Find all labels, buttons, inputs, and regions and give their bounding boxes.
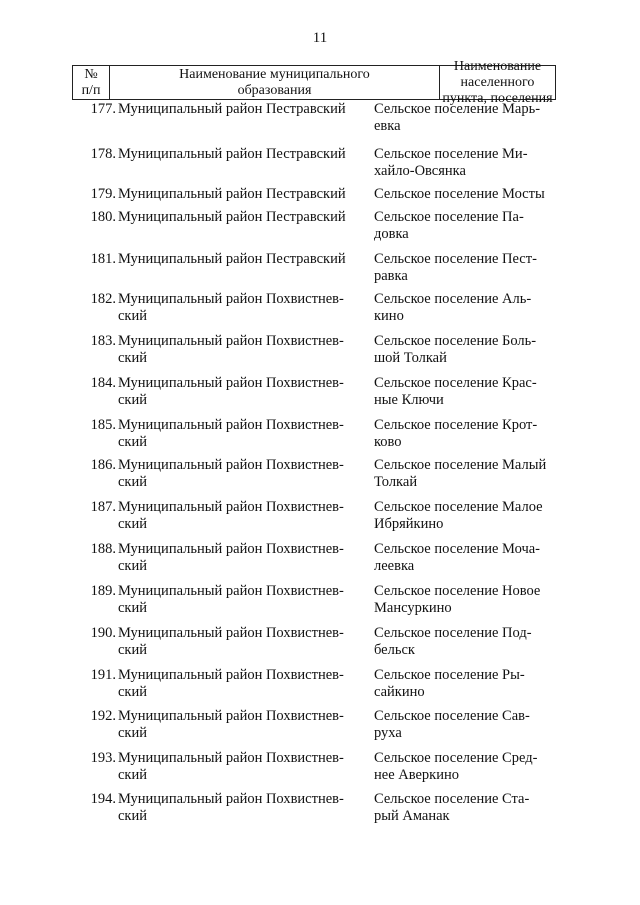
settlement-line: Сельское поселение Под- [374, 625, 532, 641]
settlement-line: Сельское поселение Малое [374, 499, 543, 515]
row-settlement [374, 251, 564, 285]
settlement-line: Сельское поселение Пест- [374, 251, 537, 267]
row-municipality [118, 791, 358, 825]
row-number: 183. [90, 333, 116, 349]
row-settlement [374, 333, 564, 367]
row-number: 189. [90, 583, 116, 599]
municipality-line: Муниципальный район Пестравский [118, 146, 346, 162]
row-number: 177. [90, 101, 116, 117]
row-municipality [118, 583, 358, 617]
row-settlement [374, 186, 564, 203]
row-number: 187. [90, 499, 116, 515]
settlement-line: Сельское поселение Крас- [374, 375, 537, 391]
municipality-line: Муниципальный район Похвистнев- [118, 333, 344, 349]
header-col-settlement [440, 58, 555, 106]
municipality-line: Муниципальный район Пестравский [118, 251, 346, 267]
header-col-settlement-line: пункта, поселения [442, 90, 553, 106]
municipality-line: ский [118, 725, 147, 741]
municipality-line: ский [118, 767, 147, 783]
row-municipality [118, 251, 358, 268]
row-settlement [374, 499, 564, 533]
settlement-line: Толкай [374, 474, 418, 490]
row-settlement [374, 708, 564, 742]
settlement-line: Мансуркино [374, 600, 452, 616]
row-municipality [118, 101, 358, 118]
row-settlement [374, 541, 564, 575]
municipality-line: ский [118, 642, 147, 658]
row-municipality [118, 457, 358, 491]
settlement-line: Сельское поселение Ста- [374, 791, 530, 807]
row-municipality [118, 417, 358, 451]
settlement-line: хайло-Овсянка [374, 163, 466, 179]
row-number: 180. [90, 209, 116, 225]
row-municipality [118, 291, 358, 325]
header-col-number-line: п/п [81, 82, 101, 98]
settlement-line: равка [374, 268, 408, 284]
municipality-line: Муниципальный район Похвистнев- [118, 708, 344, 724]
settlement-line: Сельское поселение Моча- [374, 541, 540, 557]
row-number: 182. [90, 291, 116, 307]
settlement-line: Сельское поселение Малый [374, 457, 547, 473]
settlement-line: Сельское поселение Новое [374, 583, 541, 599]
municipality-line: ский [118, 392, 147, 408]
municipality-line: Муниципальный район Похвистнев- [118, 499, 344, 515]
settlement-line: кино [374, 308, 404, 324]
municipality-line: ский [118, 558, 147, 574]
row-number: 188. [90, 541, 116, 557]
page-number: 11 [312, 30, 328, 46]
municipality-line: ский [118, 516, 147, 532]
settlement-line: руха [374, 725, 402, 741]
row-settlement [374, 291, 564, 325]
row-settlement [374, 209, 564, 243]
municipality-line: Муниципальный район Похвистнев- [118, 291, 344, 307]
header-col-number [73, 66, 110, 99]
row-number: 191. [90, 667, 116, 683]
row-municipality [118, 375, 358, 409]
municipality-line: Муниципальный район Похвистнев- [118, 417, 344, 433]
row-municipality [118, 625, 358, 659]
row-municipality [118, 541, 358, 575]
settlement-line: бельск [374, 642, 415, 658]
settlement-line: ково [374, 434, 402, 450]
settlement-line: Сельское поселение Аль- [374, 291, 532, 307]
row-number: 181. [90, 251, 116, 267]
settlement-line: довка [374, 226, 409, 242]
municipality-line: Муниципальный район Похвистнев- [118, 667, 344, 683]
row-number: 194. [90, 791, 116, 807]
municipality-line: ский [118, 308, 147, 324]
settlement-line: Сельское поселение Боль- [374, 333, 537, 349]
header-col-municipality-line: Наименование муниципального [179, 66, 370, 82]
municipality-line: Муниципальный район Похвистнев- [118, 750, 344, 766]
row-number: 193. [90, 750, 116, 766]
row-settlement [374, 667, 564, 701]
row-settlement [374, 375, 564, 409]
municipality-line: Муниципальный район Пестравский [118, 186, 346, 202]
row-settlement [374, 417, 564, 451]
settlement-line: сайкино [374, 684, 425, 700]
header-col-settlement-line: Наименование населенного [453, 58, 542, 90]
municipality-line: ский [118, 600, 147, 616]
settlement-line: рый Аманак [374, 808, 450, 824]
municipality-line: Муниципальный район Похвистнев- [118, 625, 344, 641]
row-settlement [374, 146, 564, 180]
municipality-line: ский [118, 684, 147, 700]
row-number: 178. [90, 146, 116, 162]
municipality-line: ский [118, 808, 147, 824]
settlement-line: Сельское поселение Ми- [374, 146, 528, 162]
row-settlement [374, 101, 564, 135]
row-municipality [118, 499, 358, 533]
settlement-line: Сельское поселение Сред- [374, 750, 538, 766]
row-number: 192. [90, 708, 116, 724]
settlement-line: Сельское поселение Мосты [374, 186, 545, 202]
row-number: 179. [90, 186, 116, 202]
settlement-line: Сельское поселение Крот- [374, 417, 538, 433]
row-municipality [118, 186, 358, 203]
settlement-line: евка [374, 118, 401, 134]
row-municipality [118, 333, 358, 367]
row-number: 190. [90, 625, 116, 641]
header-col-municipality-line: образования [237, 82, 312, 98]
row-settlement [374, 583, 564, 617]
row-settlement [374, 625, 564, 659]
row-settlement [374, 791, 564, 825]
settlement-line: леевка [374, 558, 415, 574]
municipality-line: ский [118, 434, 147, 450]
header-col-municipality [110, 66, 440, 99]
row-settlement [374, 457, 564, 491]
row-number: 184. [90, 375, 116, 391]
municipality-line: Муниципальный район Пестравский [118, 101, 346, 117]
settlement-line: шой Толкай [374, 350, 447, 366]
row-municipality [118, 146, 358, 163]
settlement-line: ные Ключи [374, 392, 444, 408]
table-header [72, 58, 556, 106]
settlement-line: Сельское поселение Па- [374, 209, 524, 225]
municipality-line: Муниципальный район Похвистнев- [118, 375, 344, 391]
row-municipality [118, 209, 358, 226]
municipality-line: Муниципальный район Похвистнев- [118, 541, 344, 557]
row-number: 186. [90, 457, 116, 473]
row-municipality [118, 750, 358, 784]
municipality-line: ский [118, 350, 147, 366]
row-municipality [118, 708, 358, 742]
municipality-line: Муниципальный район Похвистнев- [118, 583, 344, 599]
settlement-line: Сельское поселение Сав- [374, 708, 530, 724]
row-municipality [118, 667, 358, 701]
municipality-line: Муниципальный район Пестравский [118, 209, 346, 225]
settlement-line: Сельское поселение Марь- [374, 101, 541, 117]
municipality-line: Муниципальный район Похвистнев- [118, 791, 344, 807]
settlement-line: Ибряйкино [374, 516, 444, 532]
row-settlement [374, 750, 564, 784]
row-number: 185. [90, 417, 116, 433]
header-col-number-line: № [84, 66, 98, 82]
municipality-line: ский [118, 474, 147, 490]
settlement-line: нее Аверкино [374, 767, 459, 783]
settlement-line: Сельское поселение Ры- [374, 667, 525, 683]
municipality-line: Муниципальный район Похвистнев- [118, 457, 344, 473]
